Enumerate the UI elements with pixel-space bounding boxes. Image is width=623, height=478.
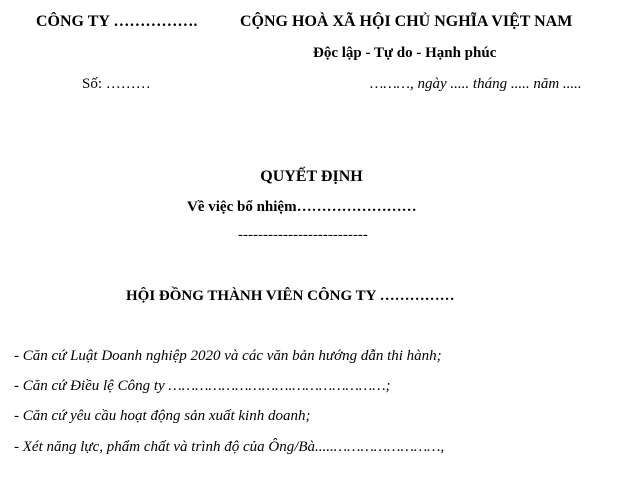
legal-basis-item: - Xét năng lực, phẩm chất và trình độ của Ông/Bà.....……………………,: [14, 439, 445, 455]
decision-subject: Về việc bổ nhiệm……………………: [187, 199, 417, 215]
decision-title: QUYẾT ĐỊNH: [260, 168, 363, 185]
council-heading: HỘI ĐỒNG THÀNH VIÊN CÔNG TY ……………: [126, 288, 455, 304]
date-line: ………, ngày ..... tháng ..... năm .....: [370, 76, 582, 92]
legal-basis-item: - Căn cứ yêu cầu hoạt động sản xuất kinh doanh;: [14, 408, 311, 424]
company-label: CÔNG TY …………….: [36, 13, 198, 30]
national-motto: CỘNG HOÀ XÃ HỘI CHỦ NGHĨA VIỆT NAM: [240, 13, 573, 30]
motto-subtitle: Độc lập - Tự do - Hạnh phúc: [313, 45, 497, 61]
legal-basis-item: - Căn cứ Luật Doanh nghiệp 2020 và các văn bản hướng dẫn thi hành;: [14, 348, 442, 364]
separator-line: --------------------------: [238, 227, 368, 243]
legal-basis-item: - Căn cứ Điều lệ Công ty ……………………….…………………;: [14, 378, 391, 394]
document-number: Số: ………: [82, 76, 151, 92]
